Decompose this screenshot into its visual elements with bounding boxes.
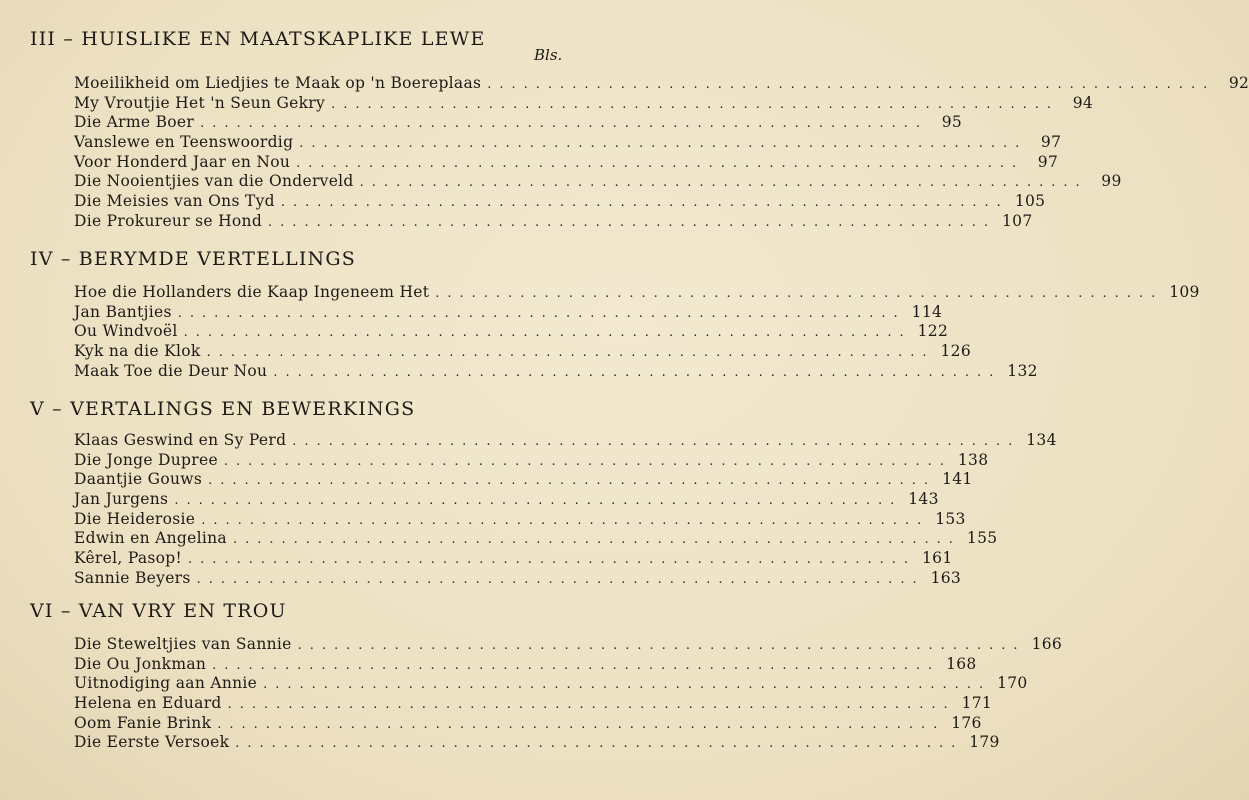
- entry-page-number: 168: [946, 654, 977, 673]
- toc-entry: [74, 674, 1028, 694]
- entry-page-number: 179: [969, 733, 1000, 752]
- entry-title: Klaas Geswind en Sy Perd: [74, 431, 287, 449]
- entry-page-number: 95: [941, 113, 963, 132]
- entry-title: Daantjie Gouws: [74, 470, 203, 489]
- entry-page-number: 105: [1014, 192, 1046, 211]
- dot-leader: ............................................................: [292, 434, 1021, 449]
- dot-leader: ............................................................: [227, 697, 956, 713]
- entry-page-number: 161: [922, 549, 953, 568]
- toc-entry: [74, 450, 989, 471]
- dot-leader: ............................................................: [268, 214, 996, 230]
- toc-entry: [74, 211, 1033, 232]
- dot-leader: ............................................................: [280, 195, 1009, 211]
- toc-entry: [74, 133, 1062, 153]
- toc-entry: [74, 113, 963, 133]
- dot-leader: ............................................................: [174, 493, 903, 509]
- toc-entry: [74, 568, 962, 589]
- entry-title: Uitnodiging aan Annie: [74, 674, 258, 693]
- dot-leader: ............................................................: [232, 532, 961, 548]
- dot-leader: ............................................................: [331, 96, 1060, 112]
- dot-leader: ............................................................: [201, 512, 930, 528]
- dot-leader: ............................................................: [212, 657, 941, 673]
- section-title-v: V – VERTALINGS EN BEWERKINGS: [30, 398, 416, 420]
- entry-page-number: 94: [1072, 93, 1094, 112]
- toc-entry: [74, 635, 1063, 655]
- toc-entry: [74, 74, 1249, 94]
- toc-entry: [74, 152, 1059, 173]
- entry-page-number: 92: [1228, 74, 1249, 92]
- entry-title: Helena en Eduard: [74, 694, 222, 713]
- entry-page-number: 132: [1007, 361, 1038, 380]
- section-title-vi: VI – VAN VRY EN TROU: [30, 600, 287, 622]
- entry-page-number: 99: [1101, 172, 1122, 191]
- entry-title: Die Jonge Dupree: [74, 450, 218, 469]
- entry-title: Ou Windvoël: [74, 322, 178, 341]
- dot-leader: ............................................................: [177, 305, 906, 321]
- entry-page-number: 141: [942, 470, 973, 489]
- dot-leader: ............................................................: [487, 77, 1216, 92]
- dot-leader: ............................................................: [263, 677, 992, 693]
- entry-page-number: 107: [1002, 211, 1033, 230]
- section-iii-entries: [74, 74, 1249, 232]
- dot-leader: ............................................................: [435, 286, 1164, 301]
- toc-entry: [74, 93, 1094, 114]
- entry-title: Kêrel, Pasop!: [74, 549, 183, 568]
- entry-page-number: 163: [930, 568, 962, 587]
- toc-entry: [74, 172, 1122, 192]
- toc-entry: [74, 549, 953, 569]
- dot-leader: ............................................................: [188, 552, 916, 568]
- entry-title: Die Eerste Versoek: [74, 733, 230, 752]
- toc-entry: [74, 192, 1046, 212]
- toc-entry: [74, 490, 939, 510]
- entry-page-number: 155: [966, 529, 998, 548]
- entry-title: Edwin en Angelina: [74, 529, 227, 548]
- entry-title: Moeilikheid om Liedjies te Maak op 'n Boereplaas: [74, 74, 482, 92]
- toc-entry: [74, 713, 982, 734]
- entry-title: Oom Fanie Brink: [74, 713, 212, 732]
- dot-leader: ............................................................: [196, 571, 925, 587]
- entry-title: Voor Honderd Jaar en Nou: [74, 152, 291, 171]
- entry-title: My Vroutjie Het 'n Seun Gekry: [74, 93, 326, 112]
- dot-leader: ............................................................: [235, 736, 964, 752]
- dot-leader: ............................................................: [206, 345, 935, 361]
- entry-title: Jan Jurgens: [74, 490, 169, 509]
- dot-leader: ............................................................: [200, 116, 929, 132]
- entry-page-number: 122: [917, 322, 949, 341]
- dot-leader: ............................................................: [208, 473, 937, 489]
- toc-entry: [74, 509, 966, 530]
- page-column-label: Bls.: [534, 46, 563, 64]
- entry-page-number: 97: [1040, 133, 1062, 152]
- entry-page-number: 126: [940, 342, 972, 361]
- entry-title: Die Heiderosie: [74, 509, 196, 528]
- entry-title: Die Meisies van Ons Tyd: [74, 192, 275, 211]
- toc-entry: [74, 322, 949, 342]
- dot-leader: ............................................................: [223, 453, 952, 469]
- entry-title: Die Nooientjies van die Onderveld: [74, 172, 354, 191]
- entry-title: Die Prokureur se Hond: [74, 211, 263, 230]
- dot-leader: ............................................................: [359, 175, 1088, 191]
- toc-entry: [74, 342, 972, 362]
- section-v-entries: [74, 431, 1057, 589]
- entry-page-number: 170: [997, 674, 1028, 693]
- dot-leader: ............................................................: [273, 364, 1002, 380]
- toc-entry: [74, 361, 1038, 382]
- toc-entry: [74, 470, 973, 490]
- toc-entry: [74, 283, 1200, 303]
- toc-entry: [74, 431, 1057, 451]
- section-iv-entries: [74, 283, 1200, 381]
- dot-leader: ............................................................: [299, 136, 1028, 152]
- toc-entry: [74, 694, 993, 714]
- section-title-iii: III – HUISLIKE EN MAATSKAPLIKE LEWE: [30, 28, 486, 50]
- toc-entry: [74, 529, 998, 549]
- entry-page-number: 143: [908, 490, 939, 509]
- dot-leader: ............................................................: [296, 155, 1025, 171]
- entry-page-number: 138: [957, 450, 989, 469]
- toc-entry: [74, 302, 943, 323]
- section-title-iv: IV – BERYMDE VERTELLINGS: [30, 248, 356, 270]
- entry-page-number: 97: [1037, 152, 1059, 171]
- toc-entry: [74, 733, 1000, 753]
- entry-page-number: 166: [1031, 635, 1063, 653]
- toc-entry: [74, 654, 977, 675]
- entry-page-number: 176: [951, 713, 982, 732]
- entry-page-number: 114: [911, 302, 943, 321]
- entry-title: Die Steweltjies van Sannie: [74, 635, 292, 653]
- dot-leader: ............................................................: [217, 716, 946, 732]
- entry-page-number: 153: [935, 509, 966, 528]
- section-vi-entries: [74, 635, 1063, 753]
- entry-title: Maak Toe die Deur Nou: [74, 361, 268, 380]
- entry-title: Vanslewe en Teenswoordig: [74, 133, 294, 152]
- entry-title: Sannie Beyers: [74, 568, 191, 587]
- entry-page-number: 171: [961, 694, 993, 713]
- entry-title: Hoe die Hollanders die Kaap Ingeneem Het: [74, 283, 430, 301]
- entry-title: Die Arme Boer: [74, 113, 195, 132]
- dot-leader: ............................................................: [183, 325, 912, 341]
- entry-title: Kyk na die Klok: [74, 342, 201, 361]
- dot-leader: ............................................................: [297, 638, 1026, 653]
- entry-page-number: 109: [1169, 283, 1200, 301]
- entry-title: Die Ou Jonkman: [74, 654, 207, 673]
- entry-page-number: 134: [1026, 431, 1057, 449]
- entry-title: Jan Bantjies: [74, 302, 172, 321]
